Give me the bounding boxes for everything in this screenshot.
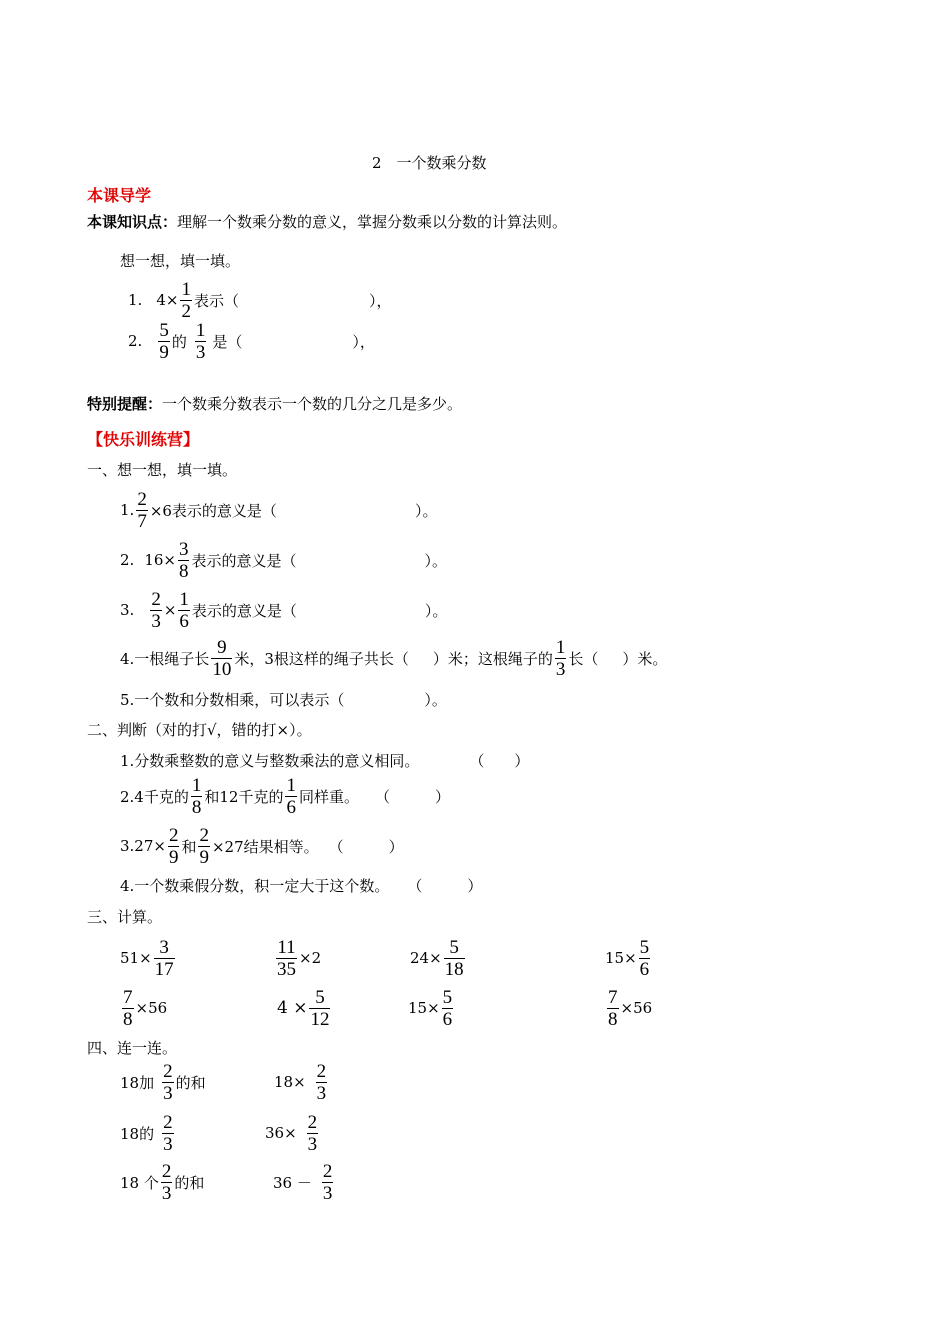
expression-text: 4× — [156, 291, 179, 309]
fraction: $\frac{1}{3}$ — [195, 319, 206, 363]
operator: × — [163, 601, 177, 619]
meaning-text: 表示（ — [193, 291, 239, 310]
match-left-2[interactable]: 18的 $\frac{2}{3}$ — [120, 1111, 173, 1155]
question-text: 2.4千克的 — [120, 787, 189, 806]
intro-text: 想一想，填一填。 — [120, 252, 241, 270]
question-text: 和12千克的 — [204, 787, 284, 806]
fraction: $\frac{1}{2}$ — [181, 278, 191, 322]
question-text: 4.一根绳子长 — [120, 649, 210, 668]
judgement-blank[interactable]: （ ） — [469, 752, 530, 770]
judgement-blank[interactable]: （ ） — [407, 877, 483, 895]
fraction: $\frac{5}{12}$ — [310, 986, 330, 1030]
question-text: 和 — [181, 837, 197, 856]
close-paren: ）。 — [414, 501, 438, 520]
intro-item-2 — [128, 321, 375, 361]
question-text: ×27结果相等。 — [211, 837, 319, 856]
fraction: $\frac{7}{8}$ — [608, 986, 618, 1030]
question-text: 3.27× — [120, 837, 166, 855]
close-paren: ）。 — [424, 691, 447, 709]
fraction: $\frac{5}{6}$ — [639, 936, 650, 980]
s1-question-5 — [120, 689, 447, 710]
meaning-text: 是（ — [212, 332, 243, 351]
knowledge-text: 理解一个数乘分数的意义，掌握分数乘以分数的计算法则。 — [177, 213, 568, 231]
question-text: 表示的意义是（ — [191, 551, 297, 570]
expression-text: 的 — [171, 332, 187, 351]
match-left-3[interactable]: 18 个 $\frac{2}{3}$ 的和 — [120, 1160, 205, 1204]
fraction: $\frac{2}{9}$ — [199, 824, 209, 868]
s1-question-4 — [120, 638, 667, 678]
special-reminder — [87, 393, 462, 414]
s2-question-2 — [120, 776, 450, 816]
fraction: $\frac{2}{3}$ — [151, 588, 161, 632]
fraction: $\frac{2}{9}$ — [168, 824, 179, 868]
close-paren: ）， — [368, 291, 392, 310]
fraction: $\frac{7}{8}$ — [123, 986, 133, 1030]
question-text: 米，3根这样的绳子共长（ — [234, 649, 409, 668]
item-number: 2. — [120, 551, 135, 569]
intro-item-1 — [128, 280, 391, 320]
knowledge-label: 本课知识点： — [87, 213, 178, 231]
fraction: $\frac{2}{3}$ — [163, 1060, 173, 1104]
fraction: $\frac{5}{6}$ — [442, 986, 453, 1030]
match-right-1[interactable]: 18× $\frac{2}{3}$ — [274, 1060, 327, 1104]
s1-question-3 — [120, 590, 447, 630]
item-number: 1. — [120, 501, 135, 519]
section-3-heading: 三、计算。 — [87, 908, 163, 926]
expression-text: 16× — [144, 551, 176, 569]
fraction: $\frac{2}{7}$ — [137, 488, 147, 532]
calc-1: 51× $\frac{3}{17}$ — [120, 936, 174, 980]
question-text: ）米；这根绳子的 — [432, 649, 553, 668]
s1-question-2 — [120, 540, 447, 580]
section-2-heading: 二、判断（对的打√，错的打×）。 — [87, 721, 312, 739]
question-text: 1.分数乘整数的意义与整数乘法的意义相同。 — [120, 752, 420, 770]
calc-7: 15× $\frac{5}{6}$ — [408, 986, 453, 1030]
judgement-blank[interactable]: （ ） — [328, 837, 404, 856]
judgement-blank[interactable]: （ ） — [374, 787, 450, 806]
s2-question-4 — [120, 875, 482, 896]
item-number: 1. — [128, 291, 143, 309]
fraction: $\frac{1}{8}$ — [191, 774, 202, 818]
question-text: 同样重。 — [298, 787, 359, 806]
match-right-3[interactable]: 36 － $\frac{2}{3}$ — [273, 1160, 333, 1204]
guide-heading: 本课导学 — [87, 186, 152, 205]
fraction: $\frac{2}{3}$ — [307, 1111, 318, 1155]
fraction: $\frac{11}{35}$ — [277, 936, 296, 980]
fraction: $\frac{5}{9}$ — [159, 319, 169, 363]
question-text: 表示的意义是（ — [191, 601, 297, 620]
calc-4: 15× $\frac{5}{6}$ — [605, 936, 650, 980]
question-text: ×6表示的意义是（ — [149, 501, 277, 520]
fraction: $\frac{1}{6}$ — [179, 588, 189, 632]
knowledge-point — [87, 211, 567, 232]
calc-3: 24× $\frac{5}{18}$ — [410, 936, 464, 980]
fraction: $\frac{2}{3}$ — [161, 1160, 172, 1204]
s1-question-1 — [120, 490, 437, 530]
question-text: 5.一个数和分数相乘，可以表示（ — [120, 691, 345, 709]
calc-5: $\frac{7}{8}$ ×56 — [123, 986, 168, 1030]
match-left-1[interactable]: 18加 $\frac{2}{3}$ 的和 — [120, 1060, 206, 1104]
question-text: 长（ — [568, 649, 599, 668]
close-paren: ）。 — [424, 601, 448, 620]
s2-question-1 — [120, 750, 529, 771]
camp-heading: 【快乐训练营】 — [87, 430, 200, 449]
fraction: $\frac{1}{3}$ — [555, 636, 566, 680]
reminder-text: 一个数乘分数表示一个数的几分之几是多少。 — [162, 395, 463, 413]
section-1-heading: 一、想一想，填一填。 — [87, 461, 238, 479]
question-text: 4.一个数乘假分数，积一定大于这个数。 — [120, 877, 390, 895]
calc-6: 4 × $\frac{5}{12}$ — [277, 986, 330, 1030]
fraction: $\frac{9}{10}$ — [212, 636, 232, 680]
fraction: $\frac{2}{3}$ — [316, 1060, 327, 1104]
section-4-heading: 四、连一连。 — [87, 1039, 178, 1057]
fraction: $\frac{3}{8}$ — [178, 538, 189, 582]
s2-question-3 — [120, 826, 404, 866]
close-paren: ）， — [352, 332, 375, 351]
page-title: 2 一个数乘分数 — [372, 154, 487, 172]
calc-2: $\frac{11}{35}$ ×2 — [277, 936, 322, 980]
calc-8: $\frac{7}{8}$ ×56 — [608, 986, 653, 1030]
match-right-2[interactable]: 36× $\frac{2}{3}$ — [265, 1111, 318, 1155]
close-paren: ）。 — [424, 551, 447, 570]
fraction: $\frac{2}{3}$ — [322, 1160, 333, 1204]
reminder-label: 特别提醒： — [87, 395, 163, 413]
fraction: $\frac{5}{18}$ — [444, 936, 464, 980]
item-number: 2. — [128, 332, 143, 350]
close-paren: ）米。 — [622, 649, 668, 668]
fraction: $\frac{2}{3}$ — [163, 1111, 173, 1155]
item-number: 3. — [120, 601, 135, 619]
fraction: $\frac{1}{6}$ — [286, 774, 296, 818]
fraction: $\frac{3}{17}$ — [154, 936, 174, 980]
